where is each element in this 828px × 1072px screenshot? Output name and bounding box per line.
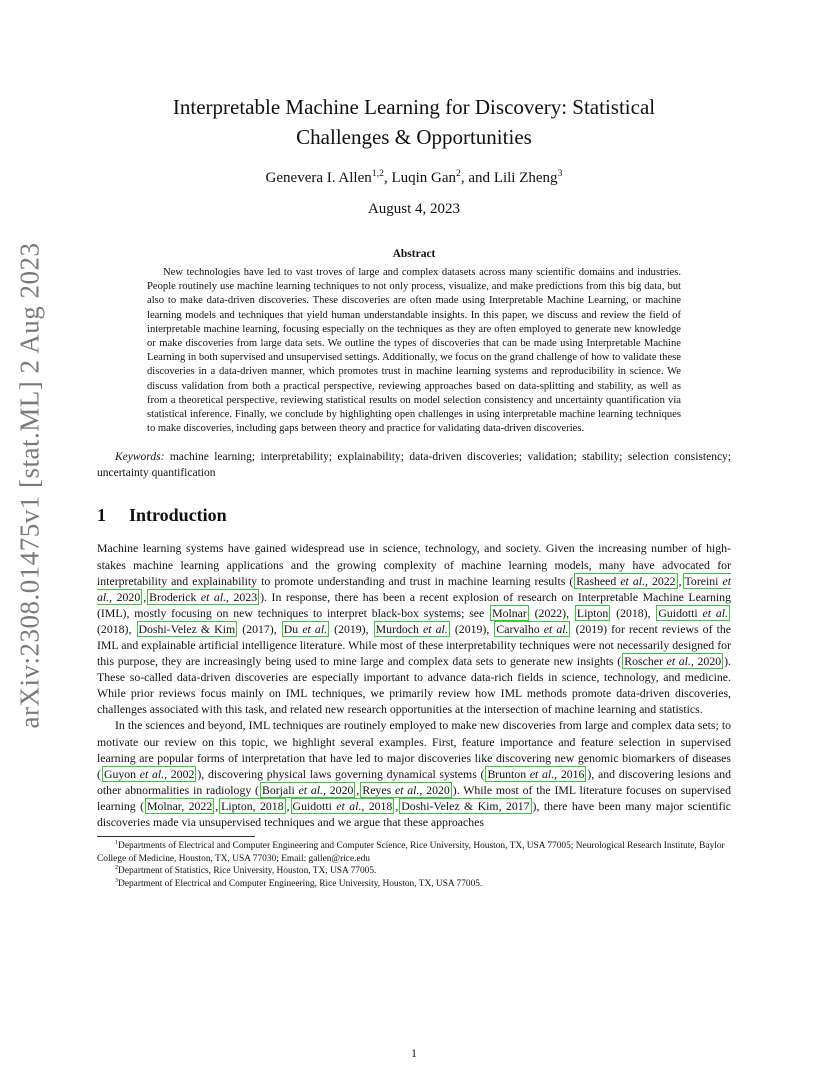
citation-link[interactable]: Rasheed et al., 2022 bbox=[576, 573, 676, 588]
intro-paragraph-2 bbox=[97, 717, 731, 830]
citation-link[interactable]: Roscher et al., 2020 bbox=[624, 654, 722, 669]
citation-link[interactable]: Guyon et al., 2002 bbox=[103, 766, 195, 781]
footnote-mark: 3 bbox=[115, 877, 119, 884]
body-text-run: ), there have been many major scientific discoveries made via unsupervised techniques and we argue that these approaches bbox=[97, 798, 732, 830]
body-text-run: (2018), bbox=[97, 621, 136, 636]
author-name: Lili Zheng bbox=[493, 170, 558, 186]
body-text-run: , bbox=[395, 798, 399, 813]
page-number: 1 bbox=[411, 1046, 417, 1060]
citation-link[interactable]: Borjali et al., 2020 bbox=[261, 782, 354, 797]
paper-title bbox=[97, 92, 731, 152]
citation-link[interactable]: Molnar, 2022 bbox=[147, 798, 213, 813]
footnote-1 bbox=[97, 840, 731, 865]
body-text-run: , bbox=[143, 589, 147, 604]
citation-link[interactable]: Reyes et al., 2020 bbox=[362, 782, 450, 797]
body-text-run: (2017), bbox=[238, 621, 281, 636]
footnote-text: Departments of Electrical and Computer Engineering and Computer Science, Rice University, Houston, TX, USA 77005; Neurological Research Institute, Baylor College of Medicine, Houston, TX, USA 77030; Email: gallen@rice.edu bbox=[97, 841, 725, 864]
body-text-run: , bbox=[356, 782, 360, 797]
citation-link[interactable]: Lipton bbox=[576, 605, 609, 620]
footnotes bbox=[97, 840, 731, 890]
body-text-run: ), discovering physical laws governing dynamical systems ( bbox=[197, 766, 485, 781]
body-text-run: (2018), bbox=[611, 605, 656, 620]
author-list bbox=[97, 170, 731, 187]
keywords-label: Keywords: bbox=[115, 451, 165, 464]
body-text-run: , bbox=[286, 798, 290, 813]
footnote-3 bbox=[97, 878, 731, 891]
abstract-heading: Abstract bbox=[392, 248, 436, 260]
citation-link[interactable]: Du et al. bbox=[283, 621, 328, 636]
author-separator: , and bbox=[460, 170, 494, 186]
citation-link[interactable]: Molnar bbox=[492, 605, 527, 620]
footnote-mark: 2 bbox=[115, 865, 119, 872]
body-text-run: , bbox=[215, 798, 219, 813]
author-separator: , bbox=[383, 170, 392, 186]
body-text-run: ). In response, there has been a recent explosion of research on Interpretable Machine Learning (IML), mostly focusing on new techniques to interpret black-box systems; see bbox=[97, 589, 731, 620]
footnote-divider bbox=[97, 836, 255, 837]
footnote-text: Department of Statistics, Rice University, Houston, TX, USA 77005. bbox=[118, 866, 377, 877]
section-number: 1 bbox=[97, 505, 106, 526]
citation-link[interactable]: Broderick et al., 2023 bbox=[149, 589, 258, 604]
citation-link[interactable]: Guidotti et al. bbox=[658, 605, 728, 620]
body-text-run: (2019) for recent reviews of the IML and explainable artificial intelligence literature. While most of these interpretability techniques were not necessarily designed for this purpose, they are increasingly being used to mine large and complex data sets to generate new insights ( bbox=[97, 621, 732, 669]
body-text-run: ). These so-called data-driven discoveries are especially important to advance data-rich fields in science, technology, and medicine. While prior reviews focus mainly on IML techniques, we primarily review how IML methods promote data-driven discoveries, challenges associated with this task, and related new research opportunities at the intersection of machine learning and statistics. bbox=[97, 654, 732, 717]
paper-date: August 4, 2023 bbox=[367, 201, 461, 217]
citation-link[interactable]: Carvalho et al. bbox=[496, 621, 569, 636]
citation-link[interactable]: Guidotti et al., 2018 bbox=[292, 798, 393, 813]
body-text-run: Machine learning systems have gained widespread use in science, technology, and society. Given the increasing number of high-stakes machine learning applications and the growing complexity of machine learning models, many have advocated for interpretability and explainability to promote understanding and trust in machine learning results ( bbox=[97, 541, 731, 588]
arxiv-identifier: arXiv:2308.01475v1 [stat.ML] 2 Aug 2023 bbox=[14, 242, 45, 728]
title-line-1: Interpretable Machine Learning for Discovery: Statistical bbox=[172, 95, 656, 119]
keywords-text: machine learning; interpretability; explainability; data-driven discoveries; validation; stability; selection consistency; uncertainty quantification bbox=[97, 451, 732, 479]
citation-link[interactable]: Doshi-Velez & Kim, 2017 bbox=[401, 798, 530, 813]
footnote-2 bbox=[97, 865, 731, 878]
citation-link[interactable]: Murdoch et al. bbox=[375, 621, 448, 636]
body-text-run: (2022), bbox=[529, 605, 574, 620]
citation-link[interactable]: Brunton et al., 2016 bbox=[487, 766, 585, 781]
author-affiliation-mark: 1,2 bbox=[371, 168, 384, 179]
footnote-mark: 1 bbox=[115, 840, 119, 846]
arxiv-margin-stamp bbox=[8, 242, 52, 728]
citation-link[interactable]: Doshi-Velez & Kim bbox=[138, 621, 236, 636]
section-title: Introduction bbox=[129, 505, 227, 526]
section-heading bbox=[97, 505, 731, 526]
author-name: Genevera I. Allen bbox=[265, 170, 372, 186]
author-affiliation-mark: 3 bbox=[557, 168, 563, 179]
abstract-text: New technologies have led to vast troves of large and complex datasets across many scientific domains and industries. People routinely use machine learning techniques to not only process, visualize, and make predictions from this big data, but also to make data-driven discoveries. These discoveries are often made using Interpretable Machine Learning, or machine learning models and techniques that yield human understandable insights. In this paper, we discuss and review the field of interpretable machine learning, focusing especially on the techniques as they are often employed to generate new knowledge or make discoveries from large data sets. We outline the types of discoveries that can be made using Interpretable Machine Learning in both supervised and unsupervised settings. Additionally, we focus on the grand challenge of how to validate these discoveries in a data-driven manner, which promotes trust in machine learning systems and reproducibility in science. We discuss validation from both a practical perspective, reviewing approaches based on data-splitting and stability, as well as from a theoretical perspective, reviewing statistical results on model selection consistency and uncertainty quantification via statistical inference. Finally, we conclude by highlighting open challenges in using interpretable machine learning techniques to make discoveries, including gaps between theory and practice for validating data-driven discoveries. bbox=[147, 267, 681, 435]
body-text-run: ). While most of the IML literature focuses on supervised learning ( bbox=[97, 782, 732, 813]
title-line-2: Challenges & Opportunities bbox=[296, 125, 532, 149]
body-text-run: ), and discovering lesions and other abnormalities in radiology ( bbox=[97, 766, 731, 797]
author-name: Luqin Gan bbox=[391, 170, 457, 186]
keywords bbox=[97, 450, 731, 481]
body-text-run: , bbox=[678, 573, 682, 588]
author-affiliation-mark: 2 bbox=[456, 168, 461, 179]
citation-link[interactable]: Toreini et al., 2020 bbox=[97, 573, 731, 604]
body-text-run: (2019), bbox=[450, 621, 494, 636]
paper-page bbox=[97, 92, 731, 891]
body-text-run: In the sciences and beyond, IML techniques are routinely employed to make new discoveries from large and complex data sets; to motivate our review on this topic, we highlight several examples. First, feature importance and feature selection in supervised learning are popular forms of interpretation that have led to major discoveries like discovering new genomic biomarkers of diseases ( bbox=[97, 718, 731, 781]
footnote-text: Department of Electrical and Computer Engineering, Rice University, Houston, TX, USA 77005. bbox=[118, 878, 483, 889]
citation-link[interactable]: Lipton, 2018 bbox=[221, 798, 284, 813]
body-text-run: (2019), bbox=[330, 621, 373, 636]
intro-paragraph-1 bbox=[97, 540, 731, 717]
